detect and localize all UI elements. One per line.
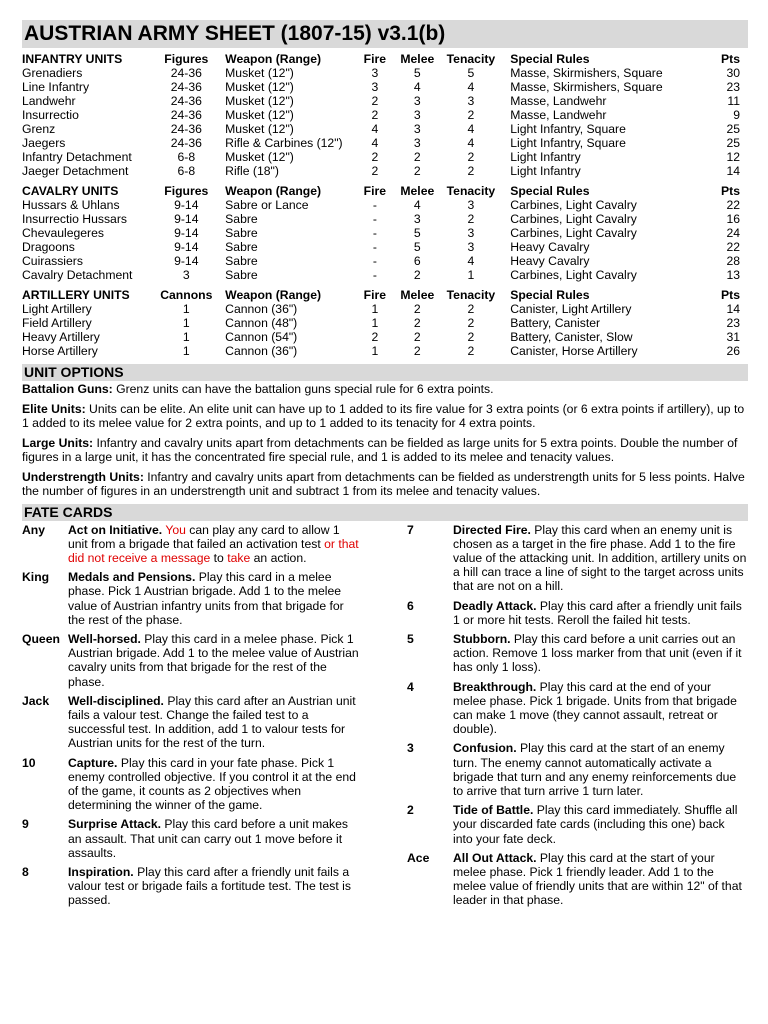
infantry-header-row bbox=[22, 52, 748, 66]
table-cell: 2 bbox=[371, 108, 379, 122]
artillery-unit-row bbox=[22, 316, 748, 330]
table-cell: Carbines, Light Cavalry bbox=[510, 226, 637, 240]
fate-card-name: Medals and Pensions. bbox=[68, 570, 196, 585]
unit-option-text: Grenz units can have the battalion guns special rule for 6 extra points. bbox=[112, 382, 494, 396]
table-cell: Musket (12") bbox=[225, 150, 294, 164]
fate-card-any bbox=[22, 523, 362, 566]
table-cell: Light Artillery bbox=[22, 302, 92, 316]
column-header: Figures bbox=[164, 52, 209, 66]
fate-card-rank: 3 bbox=[407, 741, 414, 756]
table-cell: - bbox=[372, 268, 377, 282]
unit-option-text: Units can be elite. An elite unit can have up to 1 added to its fire value for 3 extra points (or 6 extra points if artillery), up to 1 added to its melee value for 2 extra points, and up to 1 added to its tenacity for 4 extra points. bbox=[22, 401, 745, 430]
artillery-unit-row bbox=[22, 302, 748, 316]
table-cell: 31 bbox=[726, 330, 740, 344]
fate-card bbox=[22, 632, 362, 689]
table-cell: Musket (12") bbox=[225, 66, 294, 80]
fate-card-text bbox=[68, 694, 362, 751]
table-cell: Musket (12") bbox=[225, 122, 294, 136]
table-cell: 24-36 bbox=[170, 108, 202, 122]
table-cell: 9-14 bbox=[174, 254, 199, 268]
fate-card-description: Play this card in a melee phase. Pick 1 Austrian brigade. Add 1 to the melee value of Austrian cavalry units from that brigade for the rest of the phase. bbox=[68, 631, 359, 689]
table-cell: Cannon (36") bbox=[225, 302, 298, 316]
table-cell: 2 bbox=[413, 302, 421, 316]
table-cell: Cannon (48") bbox=[225, 316, 298, 330]
table-cell: - bbox=[372, 212, 377, 226]
artillery-header-row bbox=[22, 288, 748, 302]
table-cell: Light Infantry bbox=[510, 164, 581, 178]
fate-card-description: Play this card before a unit makes an assault. That unit can carry out 1 move before it assaults. bbox=[68, 817, 348, 860]
fate-card bbox=[407, 523, 747, 594]
table-cell: 23 bbox=[726, 80, 740, 94]
fate-card-text bbox=[453, 680, 747, 737]
table-cell: Carbines, Light Cavalry bbox=[510, 198, 637, 212]
table-cell: - bbox=[372, 226, 377, 240]
column-header: Tenacity bbox=[446, 184, 496, 198]
table-cell: Masse, Landwehr bbox=[510, 108, 607, 122]
fate-card-name: Deadly Attack. bbox=[453, 598, 537, 613]
table-cell: 2 bbox=[413, 164, 421, 178]
unit-option-text: Infantry and cavalry units apart from detachments can be fielded as large units for 5 extra points. Double the number of figures in a large unit, it has the concentrated fire special rule, and 1 is added to its melee and tenacity values. bbox=[22, 435, 738, 464]
fate-card bbox=[407, 741, 747, 798]
table-cell: Insurrectio Hussars bbox=[22, 212, 127, 226]
fate-card-name: Directed Fire. bbox=[453, 522, 531, 537]
infantry-unit-row bbox=[22, 122, 748, 136]
table-cell: Heavy Artillery bbox=[22, 330, 100, 344]
fate-card-text bbox=[453, 741, 747, 798]
table-cell: 24-36 bbox=[170, 136, 202, 150]
fate-card-rank: Any bbox=[22, 522, 46, 537]
column-header: Fire bbox=[363, 288, 387, 302]
column-header: Weapon (Range) bbox=[225, 52, 322, 66]
table-cell: Landwehr bbox=[22, 94, 76, 108]
table-cell: 1 bbox=[182, 344, 190, 358]
table-cell: 2 bbox=[413, 344, 421, 358]
table-cell: Horse Artillery bbox=[22, 344, 98, 358]
table-cell: Grenz bbox=[22, 122, 56, 136]
table-cell: Heavy Cavalry bbox=[510, 240, 590, 254]
table-cell: 24-36 bbox=[170, 80, 202, 94]
fate-card-name: Confusion. bbox=[453, 741, 517, 756]
unit-options-heading: UNIT OPTIONS bbox=[22, 364, 748, 381]
fate-card bbox=[22, 817, 362, 860]
table-cell: 4 bbox=[371, 122, 379, 136]
table-cell: 5 bbox=[413, 66, 421, 80]
table-cell: 9 bbox=[733, 108, 740, 122]
table-cell: 12 bbox=[726, 150, 740, 164]
fate-card-text bbox=[453, 523, 747, 594]
fate-card bbox=[407, 632, 747, 675]
table-cell: 5 bbox=[467, 66, 475, 80]
infantry-unit-row bbox=[22, 80, 748, 94]
column-header: Melee bbox=[400, 184, 435, 198]
table-cell: Cannon (36") bbox=[225, 344, 298, 358]
column-header: INFANTRY UNITS bbox=[22, 52, 123, 66]
table-cell: - bbox=[372, 198, 377, 212]
table-cell: 2 bbox=[413, 268, 421, 282]
fate-card bbox=[407, 851, 747, 908]
fate-card-description: Play this card after a friendly unit fails a valour test or brigade fails a fortitude test. The test is passed. bbox=[68, 864, 351, 908]
fate-card-text bbox=[68, 632, 362, 689]
column-header: CAVALRY UNITS bbox=[22, 184, 119, 198]
table-cell: Musket (12") bbox=[225, 108, 294, 122]
table-cell: 4 bbox=[467, 254, 475, 268]
army-sheet bbox=[22, 20, 748, 908]
table-cell: 14 bbox=[726, 302, 740, 316]
table-cell: 1 bbox=[182, 302, 190, 316]
fate-card bbox=[407, 680, 747, 737]
table-cell: 1 bbox=[467, 268, 475, 282]
table-cell: 2 bbox=[467, 150, 475, 164]
table-cell: 22 bbox=[726, 240, 740, 254]
fate-card bbox=[22, 865, 362, 908]
table-cell: Cannon (54") bbox=[225, 330, 298, 344]
fate-card-rank: 4 bbox=[407, 679, 414, 694]
unit-option bbox=[22, 436, 748, 465]
column-header: Fire bbox=[363, 52, 387, 66]
table-cell: Chevaulegeres bbox=[22, 226, 104, 240]
table-cell: Carbines, Light Cavalry bbox=[510, 268, 637, 282]
table-cell: 24 bbox=[726, 226, 740, 240]
fate-card-text bbox=[453, 803, 747, 846]
fate-card-name: Stubborn. bbox=[453, 631, 511, 646]
fate-card-text bbox=[453, 632, 747, 675]
table-cell: Light Infantry, Square bbox=[510, 136, 626, 150]
table-cell: Sabre bbox=[225, 240, 258, 254]
fate-card-name: Well-horsed. bbox=[68, 631, 141, 646]
table-cell: Musket (12") bbox=[225, 94, 294, 108]
fate-card-name: Surprise Attack. bbox=[68, 817, 162, 832]
fate-card-description: Play this card after an Austrian unit fails a valour test. Change the failed test to a successful test. In addition, add 1 to valour tests for Austrian units for the rest of the turn. bbox=[68, 693, 356, 751]
table-cell: 2 bbox=[467, 164, 475, 178]
table-cell: 9-14 bbox=[174, 212, 199, 226]
table-cell: Infantry Detachment bbox=[22, 150, 132, 164]
unit-option-text: Infantry and cavalry units apart from detachments can be fielded as understrength units for 5 less points. Halve the number of figures in an understrength unit and subtract 1 from its melee and tenacity values. bbox=[22, 469, 745, 498]
table-cell: Masse, Landwehr bbox=[510, 94, 607, 108]
table-cell: Hussars & Uhlans bbox=[22, 198, 120, 212]
unit-option bbox=[22, 382, 748, 397]
infantry-unit-row bbox=[22, 94, 748, 108]
table-cell: Battery, Canister, Slow bbox=[510, 330, 633, 344]
table-cell: - bbox=[372, 240, 377, 254]
table-cell: Cuirassiers bbox=[22, 254, 83, 268]
column-header: Pts bbox=[721, 288, 740, 302]
table-cell: Sabre bbox=[225, 226, 258, 240]
fate-card-rank: 2 bbox=[407, 803, 414, 818]
fate-card-name: Capture. bbox=[68, 755, 118, 770]
table-cell: Jaegers bbox=[22, 136, 66, 150]
table-cell: 3 bbox=[371, 66, 379, 80]
table-cell: Cavalry Detachment bbox=[22, 268, 133, 282]
table-cell: 3 bbox=[413, 122, 421, 136]
table-cell: 3 bbox=[467, 240, 475, 254]
fate-card-description: Play this card at the end of your melee phase. Pick 1 brigade. Units from that brigade can make 1 move (they cannot assault, retreat or double). bbox=[453, 679, 737, 737]
table-cell: 3 bbox=[371, 80, 379, 94]
fate-card-text bbox=[453, 851, 747, 908]
fate-cards-left-column bbox=[22, 523, 362, 913]
fate-card-red-text: or that did not receive a message bbox=[68, 536, 359, 565]
fate-card-red-text: You bbox=[165, 522, 186, 537]
table-cell: 16 bbox=[726, 212, 740, 226]
units-table bbox=[22, 52, 748, 358]
column-header: Weapon (Range) bbox=[225, 288, 322, 302]
table-cell: Sabre bbox=[225, 268, 258, 282]
table-cell: Carbines, Light Cavalry bbox=[510, 212, 637, 226]
column-header: Special Rules bbox=[510, 184, 590, 198]
table-cell: 3 bbox=[182, 268, 190, 282]
table-cell: Musket (12") bbox=[225, 80, 294, 94]
table-cell: 4 bbox=[467, 80, 475, 94]
table-cell: Field Artillery bbox=[22, 316, 92, 330]
artillery-unit-row bbox=[22, 344, 748, 358]
table-cell: 9-14 bbox=[174, 226, 199, 240]
infantry-unit-row bbox=[22, 150, 748, 164]
fate-card-description: Play this card in a melee phase. Pick 1 Austrian brigade. Add 1 to the melee value of Austrian infantry units from that brigade for the rest of the phase. bbox=[68, 570, 344, 627]
table-cell: Light Infantry, Square bbox=[510, 122, 626, 136]
cavalry-unit-row bbox=[22, 268, 748, 282]
fate-card-rank: King bbox=[22, 570, 50, 585]
table-cell: Masse, Skirmishers, Square bbox=[510, 66, 663, 80]
cavalry-unit-row bbox=[22, 212, 748, 226]
table-cell: 23 bbox=[726, 316, 740, 330]
fate-card-rank: 6 bbox=[407, 598, 414, 613]
fate-card-text-part: can play any card to allow 1 unit from a brigade that failed an activation test bbox=[68, 522, 340, 551]
table-cell: 1 bbox=[371, 316, 379, 330]
table-cell: 2 bbox=[371, 94, 379, 108]
fate-card-name: Inspiration. bbox=[68, 864, 134, 879]
fate-card-text bbox=[68, 570, 362, 627]
column-header: Melee bbox=[400, 52, 435, 66]
unit-options bbox=[22, 382, 748, 499]
artillery-unit-row bbox=[22, 330, 748, 344]
table-cell: 2 bbox=[467, 316, 475, 330]
table-cell: 2 bbox=[467, 108, 475, 122]
column-header: Pts bbox=[721, 52, 740, 66]
table-cell: Sabre bbox=[225, 212, 258, 226]
page-title: AUSTRIAN ARMY SHEET (1807-15) v3.1(b) bbox=[22, 20, 748, 48]
column-header: Fire bbox=[363, 184, 387, 198]
fate-card-text bbox=[68, 756, 362, 813]
table-cell: Sabre or Lance bbox=[225, 198, 309, 212]
column-header: Cannons bbox=[160, 288, 213, 302]
table-cell: 4 bbox=[371, 136, 379, 150]
table-cell: 2 bbox=[467, 212, 475, 226]
table-cell: 3 bbox=[413, 136, 421, 150]
table-cell: 6-8 bbox=[177, 164, 196, 178]
fate-card bbox=[22, 756, 362, 813]
infantry-unit-row bbox=[22, 136, 748, 150]
table-cell: 5 bbox=[413, 240, 421, 254]
fate-card-rank: Queen bbox=[22, 631, 60, 646]
column-header: Weapon (Range) bbox=[225, 184, 322, 198]
table-cell: 1 bbox=[371, 302, 379, 316]
table-cell: Heavy Cavalry bbox=[510, 254, 590, 268]
column-header: Pts bbox=[721, 184, 740, 198]
table-cell: 3 bbox=[467, 198, 475, 212]
table-cell: 4 bbox=[467, 136, 475, 150]
column-header: Figures bbox=[164, 184, 209, 198]
table-cell: Insurrectio bbox=[22, 108, 79, 122]
table-cell: Sabre bbox=[225, 254, 258, 268]
table-cell: 2 bbox=[371, 164, 379, 178]
fate-card-text bbox=[68, 865, 362, 908]
fate-card-description: Play this card in your fate phase. Pick 1 enemy controlled objective. If you control it at the end of the game, it counts as 2 objectives when determining the winner of the game. bbox=[68, 755, 356, 813]
column-header: Tenacity bbox=[446, 52, 496, 66]
table-cell: Canister, Horse Artillery bbox=[510, 344, 638, 358]
column-header: Special Rules bbox=[510, 52, 590, 66]
fate-card bbox=[22, 694, 362, 751]
cavalry-unit-row bbox=[22, 254, 748, 268]
table-cell: 6-8 bbox=[177, 150, 196, 164]
table-cell: 26 bbox=[726, 344, 740, 358]
fate-card-rank: Jack bbox=[22, 693, 50, 708]
column-header: ARTILLERY UNITS bbox=[22, 288, 130, 302]
fate-card-rank: 9 bbox=[22, 817, 29, 832]
fate-card-description: Play this card when an enemy unit is chosen as a target in the fire phase. Add 1 to the fire value of the attacking unit. In addition, artillery units on a hill can trace a line of sight to the target across units that are not on a hill. bbox=[453, 522, 747, 594]
column-header: Tenacity bbox=[446, 288, 496, 302]
fate-card-name: Breakthrough. bbox=[453, 679, 537, 694]
table-cell: 9-14 bbox=[174, 198, 199, 212]
table-cell: Grenadiers bbox=[22, 66, 83, 80]
table-cell: 2 bbox=[467, 302, 475, 316]
table-cell: Light Infantry bbox=[510, 150, 581, 164]
table-cell: 3 bbox=[467, 226, 475, 240]
unit-option-name: Elite Units: bbox=[22, 401, 86, 416]
fate-card bbox=[407, 803, 747, 846]
table-cell: 3 bbox=[467, 94, 475, 108]
table-cell: 4 bbox=[467, 122, 475, 136]
fate-card-rank: 5 bbox=[407, 631, 414, 646]
fate-card-description: Play this card at the start of an enemy turn. The enemy cannot automatically activate a brigade that turn and any enemy reinforcements due to arrive that turn arrive 1 turn later. bbox=[453, 741, 737, 798]
table-cell: 28 bbox=[726, 254, 740, 268]
fate-cards bbox=[22, 521, 748, 908]
table-cell: 2 bbox=[371, 330, 379, 344]
table-cell: Dragoons bbox=[22, 240, 75, 254]
column-header: Melee bbox=[400, 288, 435, 302]
table-cell: 24-36 bbox=[170, 122, 202, 136]
table-cell: Line Infantry bbox=[22, 80, 90, 94]
table-cell: 14 bbox=[726, 164, 740, 178]
fate-card-rank: Ace bbox=[407, 850, 430, 865]
unit-option-name: Battalion Guns: bbox=[22, 382, 113, 396]
table-cell: 30 bbox=[726, 66, 740, 80]
table-cell: 4 bbox=[413, 80, 421, 94]
table-cell: 1 bbox=[182, 316, 190, 330]
table-cell: Battery, Canister bbox=[510, 316, 601, 330]
fate-card-description: Play this card before a unit carries out an action. Remove 1 loss marker from that unit (even if it has only 1 loss). bbox=[453, 631, 742, 675]
infantry-unit-row bbox=[22, 164, 748, 178]
unit-option-name: Understrength Units: bbox=[22, 469, 144, 484]
table-cell: 24-36 bbox=[170, 66, 202, 80]
table-cell: 1 bbox=[371, 344, 379, 358]
table-cell: 2 bbox=[413, 150, 421, 164]
infantry-unit-row bbox=[22, 66, 748, 80]
table-cell: 3 bbox=[413, 212, 421, 226]
cavalry-unit-row bbox=[22, 240, 748, 254]
fate-card-text-part: an action. bbox=[250, 550, 307, 565]
fate-card-description: Play this card after a friendly unit fails 1 or more hit tests. Reroll the failed hit tests. bbox=[453, 598, 742, 627]
table-cell: 3 bbox=[413, 94, 421, 108]
table-cell: 4 bbox=[413, 198, 421, 212]
fate-card-rank: 8 bbox=[22, 864, 29, 879]
table-cell: Rifle & Carbines (12") bbox=[225, 136, 343, 150]
table-cell: 2 bbox=[413, 316, 421, 330]
table-cell: 6 bbox=[413, 254, 421, 268]
table-cell: Rifle (18") bbox=[225, 164, 279, 178]
cavalry-header-row bbox=[22, 184, 748, 198]
fate-card-name: Act on Initiative. bbox=[68, 522, 163, 537]
column-header: Special Rules bbox=[510, 288, 590, 302]
fate-card-description: Play this card at the start of your melee phase. Pick 1 friendly leader. Add 1 to the melee value of friendly units that are within 12" of that leader in that phase. bbox=[453, 850, 742, 908]
table-cell: 2 bbox=[467, 344, 475, 358]
table-cell: Masse, Skirmishers, Square bbox=[510, 80, 663, 94]
fate-card-red-text: take bbox=[227, 550, 251, 565]
fate-card-text bbox=[453, 599, 747, 627]
table-cell: - bbox=[372, 254, 377, 268]
fate-card-name: Tide of Battle. bbox=[453, 803, 534, 818]
infantry-unit-row bbox=[22, 108, 748, 122]
fate-card-text bbox=[68, 523, 362, 566]
table-cell: 25 bbox=[726, 122, 740, 136]
fate-card bbox=[407, 599, 747, 627]
fate-card-text bbox=[68, 817, 362, 860]
table-cell: 2 bbox=[371, 150, 379, 164]
fate-cards-right-column bbox=[407, 523, 747, 913]
table-cell: 1 bbox=[182, 330, 190, 344]
table-cell: 24-36 bbox=[170, 94, 202, 108]
table-cell: 25 bbox=[726, 136, 740, 150]
table-cell: 22 bbox=[726, 198, 740, 212]
table-cell: 2 bbox=[413, 330, 421, 344]
fate-card-name: All Out Attack. bbox=[453, 850, 537, 865]
fate-cards-heading: FATE CARDS bbox=[22, 504, 748, 521]
fate-card-description: Play this card immediately. Shuffle all your discarded fate cards (including this one) back into your fate deck. bbox=[453, 803, 738, 846]
fate-card-text-part: to bbox=[210, 550, 228, 565]
units-table-body bbox=[22, 52, 748, 358]
fate-card-rank: 7 bbox=[407, 522, 414, 537]
fate-card-name: Well-disciplined. bbox=[68, 693, 164, 708]
unit-option bbox=[22, 402, 748, 431]
table-cell: 3 bbox=[413, 108, 421, 122]
cavalry-unit-row bbox=[22, 226, 748, 240]
fate-card-rank: 10 bbox=[22, 755, 36, 770]
cavalry-unit-row bbox=[22, 198, 748, 212]
table-cell: 9-14 bbox=[174, 240, 199, 254]
table-cell: Canister, Light Artillery bbox=[510, 302, 632, 316]
table-cell: 2 bbox=[467, 330, 475, 344]
unit-option bbox=[22, 470, 748, 499]
table-cell: 11 bbox=[727, 94, 740, 108]
table-cell: Jaeger Detachment bbox=[22, 164, 129, 178]
table-cell: 13 bbox=[726, 268, 740, 282]
unit-option-name: Large Units: bbox=[22, 435, 94, 450]
fate-card bbox=[22, 570, 362, 627]
table-cell: 5 bbox=[413, 226, 421, 240]
